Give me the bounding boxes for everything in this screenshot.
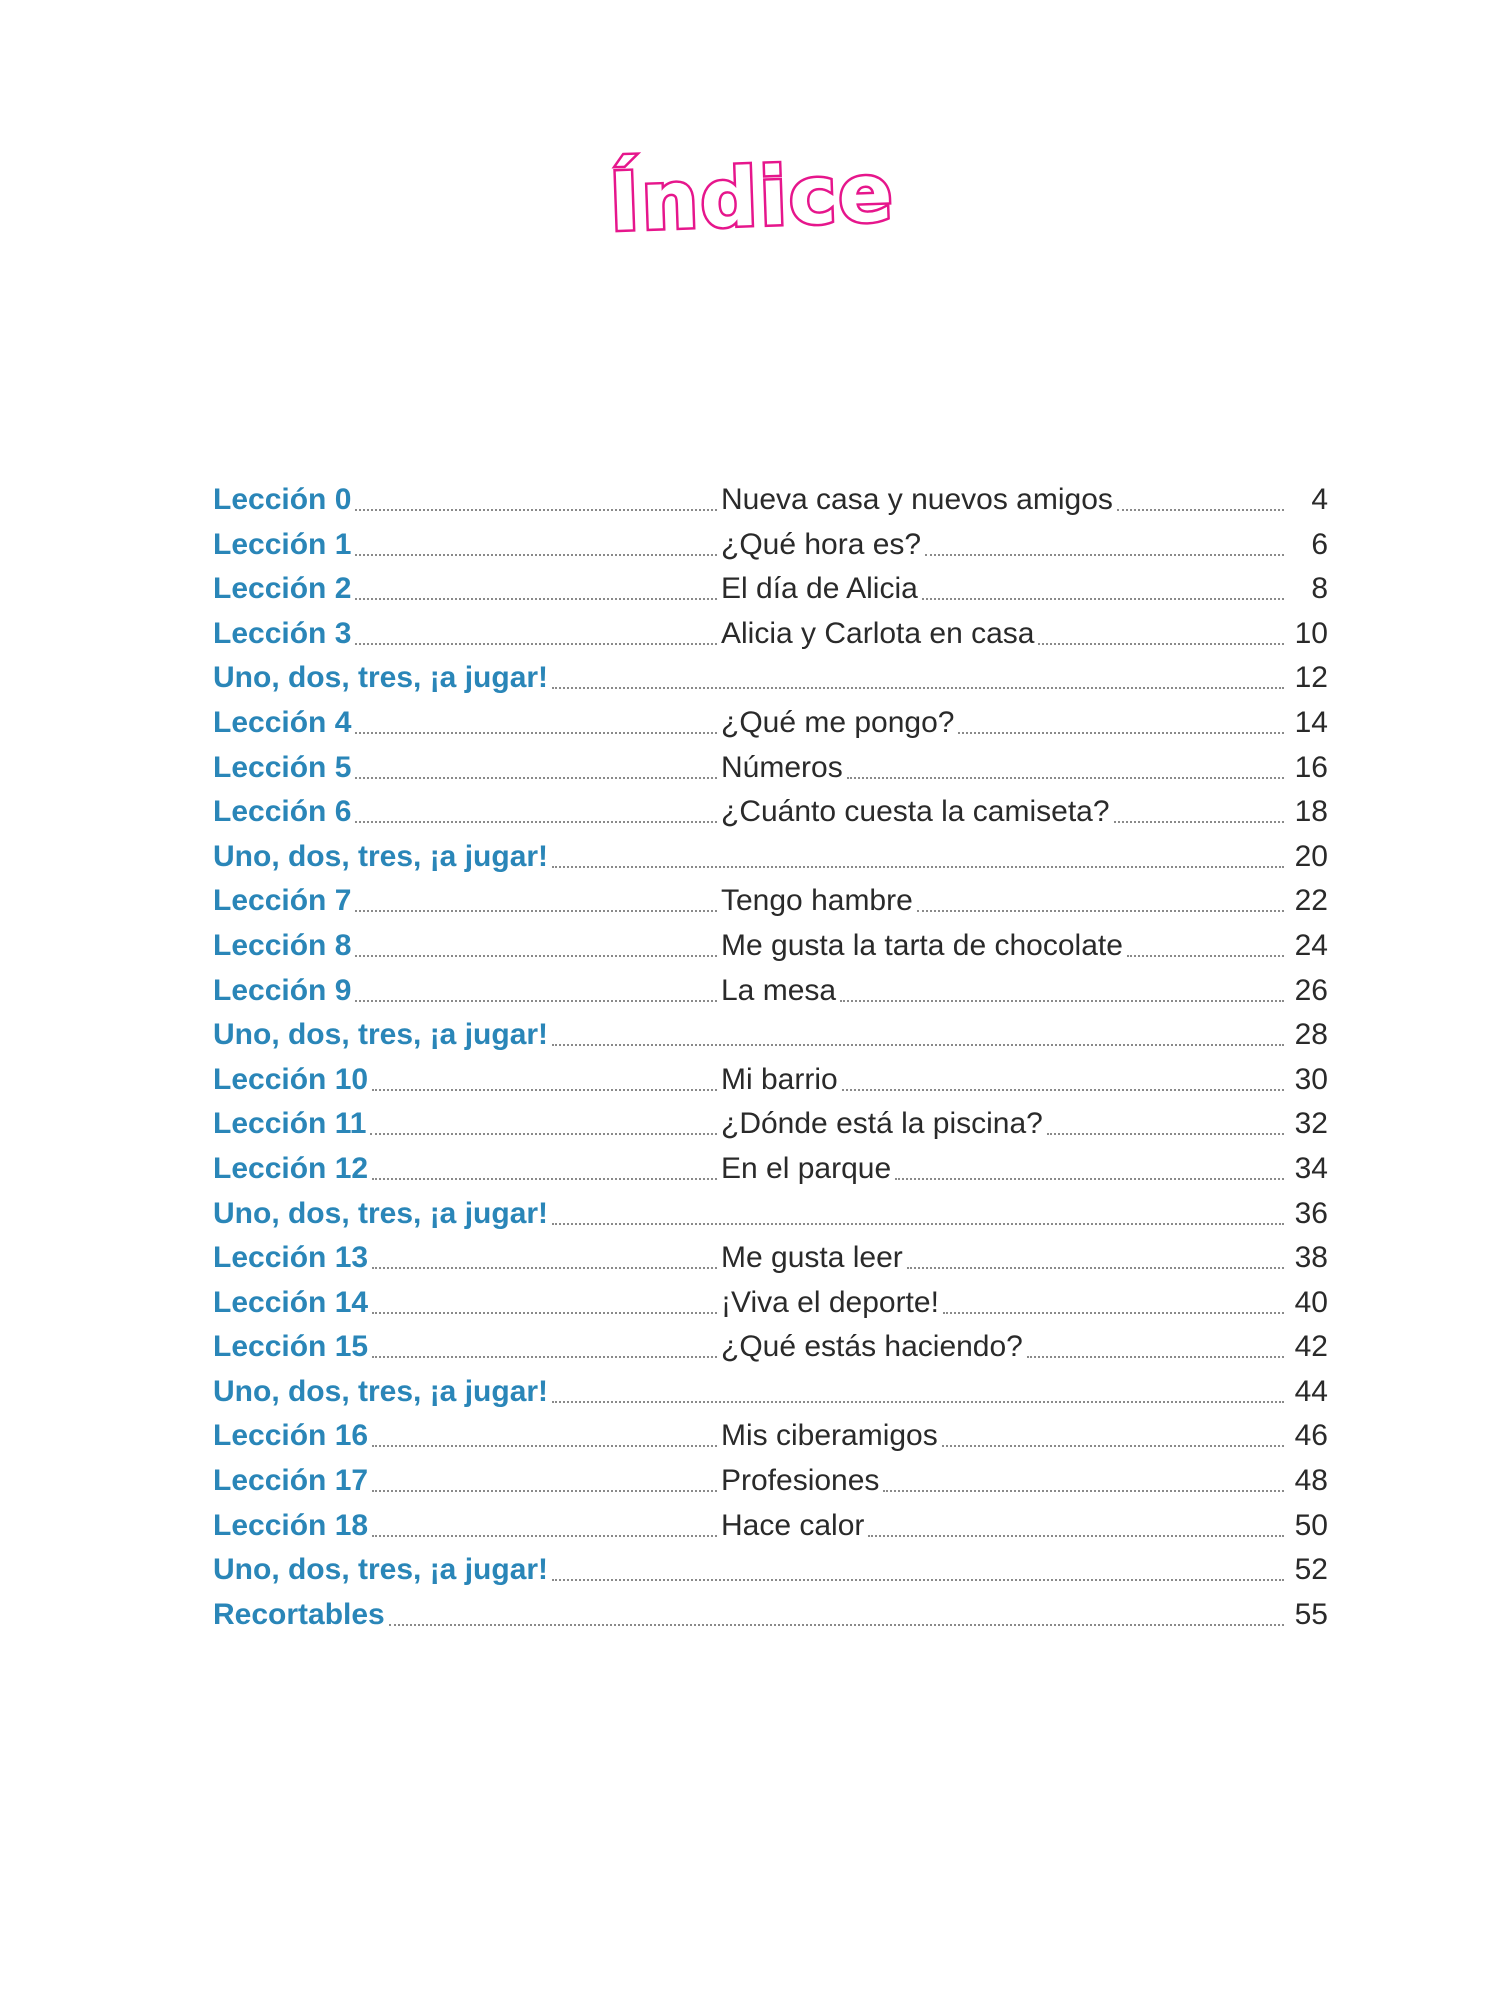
- dot-leader: [552, 1578, 1284, 1581]
- toc-page-number: 38: [1294, 1241, 1328, 1275]
- toc-lesson-label: Lección 5: [213, 750, 352, 784]
- toc-topic-column: [721, 1330, 1288, 1364]
- toc-entry: [213, 974, 1328, 1019]
- dot-leader: [372, 1534, 717, 1537]
- toc-lesson-column: [213, 528, 721, 562]
- toc-topic-label: La mesa: [721, 973, 837, 1007]
- dot-leader: [355, 597, 717, 600]
- toc-lesson-column: [213, 483, 721, 517]
- toc-topic-column: [721, 528, 1288, 562]
- toc-lesson-column: [213, 751, 721, 785]
- toc-page-number: 22: [1294, 884, 1328, 918]
- dot-leader: [1114, 820, 1284, 823]
- toc-page-number: 40: [1294, 1285, 1328, 1319]
- dot-leader: [868, 1534, 1284, 1537]
- toc-topic-label: ¿Qué estás haciendo?: [721, 1330, 1023, 1364]
- toc-page-number: 46: [1294, 1419, 1328, 1453]
- toc-entry: [213, 1419, 1328, 1464]
- toc-entry: [213, 884, 1328, 929]
- toc-page-number: 36: [1294, 1196, 1328, 1230]
- dot-leader: [355, 553, 717, 556]
- dot-leader: [1038, 642, 1284, 645]
- dot-leader: [355, 731, 717, 734]
- dot-leader: [372, 1311, 717, 1314]
- toc-entry: [213, 1286, 1328, 1331]
- toc-lesson-column: [213, 1419, 721, 1453]
- toc-lesson-column: [213, 617, 721, 651]
- toc-lesson-label: Lección 0: [213, 483, 352, 516]
- dot-leader: [389, 1623, 1284, 1626]
- dot-leader: [958, 731, 1284, 734]
- toc-topic-label: ¿Qué me pongo?: [721, 705, 955, 739]
- dot-leader: [883, 1489, 1284, 1492]
- toc-entry: [213, 929, 1328, 974]
- toc-topic-column: [721, 884, 1288, 918]
- dot-leader: [942, 1444, 1284, 1447]
- toc-entry: [213, 528, 1328, 573]
- toc-section-column: [213, 840, 1288, 874]
- toc-entry: [213, 751, 1328, 796]
- toc-entry: [213, 617, 1328, 662]
- toc-page-number: 16: [1294, 750, 1328, 784]
- toc-entry: [213, 706, 1328, 751]
- toc-topic-label: ¡Viva el deporte!: [721, 1285, 939, 1319]
- toc-topic-column: [721, 617, 1288, 651]
- dot-leader: [1117, 508, 1284, 511]
- toc-topic-column: [721, 929, 1288, 963]
- toc-topic-column: [721, 1419, 1288, 1453]
- toc-entry: [213, 1197, 1328, 1242]
- toc-section-column: [213, 1553, 1288, 1587]
- toc-lesson-column: [213, 1286, 721, 1320]
- toc-entry: [213, 483, 1328, 528]
- toc-topic-column: [721, 1241, 1288, 1275]
- toc-lesson-label: Lección 3: [213, 616, 352, 650]
- toc-topic-label: Tengo hambre: [721, 884, 913, 918]
- toc-lesson-label: Lección 2: [213, 572, 352, 606]
- toc-topic-label: Nueva casa y nuevos amigos: [721, 483, 1113, 516]
- dot-leader: [355, 999, 717, 1002]
- dot-leader: [370, 1132, 717, 1135]
- toc-lesson-label: Lección 1: [213, 527, 352, 561]
- dot-leader: [355, 820, 717, 823]
- toc-topic-label: Números: [721, 750, 843, 784]
- dot-leader: [895, 1177, 1284, 1180]
- toc-topic-column: [721, 1509, 1288, 1543]
- dot-leader: [1127, 954, 1284, 957]
- toc-section-column: [213, 1375, 1288, 1409]
- toc-lesson-column: [213, 1464, 721, 1498]
- dot-leader: [355, 776, 717, 779]
- toc-page-number: 24: [1294, 928, 1328, 962]
- dot-leader: [372, 1266, 717, 1269]
- toc-topic-label: Mi barrio: [721, 1062, 838, 1096]
- toc-page-number: 44: [1294, 1374, 1328, 1408]
- toc-lesson-column: [213, 1152, 721, 1186]
- toc-page-number: 20: [1294, 839, 1328, 873]
- table-of-contents: [213, 483, 1328, 1642]
- toc-lesson-column: [213, 1330, 721, 1364]
- toc-topic-column: [721, 1107, 1288, 1141]
- toc-topic-column: [721, 706, 1288, 740]
- toc-page-number: 30: [1294, 1062, 1328, 1096]
- toc-section-label: Uno, dos, tres, ¡a jugar!: [213, 1374, 549, 1408]
- toc-page-number: 50: [1294, 1508, 1328, 1542]
- toc-page-number: 42: [1294, 1330, 1328, 1364]
- toc-entry: [213, 1464, 1328, 1509]
- toc-entry: [213, 1152, 1328, 1197]
- toc-entry: [213, 1063, 1328, 1108]
- toc-topic-label: Me gusta la tarta de chocolate: [721, 928, 1123, 962]
- toc-topic-column: [721, 483, 1288, 517]
- toc-entry: [213, 661, 1328, 706]
- toc-page-number: 26: [1294, 973, 1328, 1007]
- toc-topic-column: [721, 974, 1288, 1008]
- toc-topic-column: [721, 751, 1288, 785]
- toc-topic-column: [721, 1063, 1288, 1097]
- toc-lesson-column: [213, 929, 721, 963]
- toc-lesson-label: Lección 17: [213, 1464, 369, 1498]
- toc-lesson-column: [213, 1107, 721, 1141]
- dot-leader: [372, 1177, 717, 1180]
- dot-leader: [355, 508, 717, 511]
- dot-leader: [1047, 1132, 1284, 1135]
- toc-lesson-label: Lección 14: [213, 1285, 369, 1319]
- toc-entry: [213, 1107, 1328, 1152]
- dot-leader: [907, 1266, 1284, 1269]
- dot-leader: [840, 999, 1284, 1002]
- toc-lesson-label: Lección 8: [213, 928, 352, 962]
- toc-lesson-label: Lección 9: [213, 973, 352, 1007]
- toc-entry: [213, 1241, 1328, 1286]
- toc-page-number: 52: [1294, 1553, 1328, 1587]
- dot-leader: [847, 776, 1284, 779]
- toc-topic-column: [721, 572, 1288, 606]
- toc-entry: [213, 795, 1328, 840]
- toc-lesson-column: [213, 572, 721, 606]
- toc-lesson-label: Lección 18: [213, 1508, 369, 1542]
- toc-lesson-column: [213, 706, 721, 740]
- dot-leader: [372, 1444, 717, 1447]
- toc-lesson-column: [213, 974, 721, 1008]
- toc-lesson-label: Lección 6: [213, 795, 352, 829]
- toc-topic-label: Profesiones: [721, 1464, 880, 1498]
- toc-lesson-column: [213, 795, 721, 829]
- toc-page-number: 10: [1294, 616, 1328, 650]
- toc-section-label: Uno, dos, tres, ¡a jugar!: [213, 1018, 549, 1052]
- toc-lesson-label: Lección 13: [213, 1241, 369, 1275]
- toc-entry: [213, 1598, 1328, 1643]
- toc-lesson-label: Lección 4: [213, 705, 352, 739]
- toc-lesson-column: [213, 1241, 721, 1275]
- toc-page-number: 4: [1311, 483, 1328, 516]
- dot-leader: [552, 1043, 1284, 1046]
- toc-lesson-label: Lección 15: [213, 1330, 369, 1364]
- toc-section-column: [213, 1197, 1288, 1231]
- toc-topic-label: Hace calor: [721, 1508, 865, 1542]
- toc-page-number: 14: [1294, 705, 1328, 739]
- toc-entry: [213, 1330, 1328, 1375]
- toc-lesson-column: [213, 884, 721, 918]
- toc-topic-column: [721, 1152, 1288, 1186]
- dot-leader: [552, 686, 1284, 689]
- toc-page-number: 12: [1294, 661, 1328, 695]
- toc-section-column: [213, 1598, 1288, 1632]
- toc-topic-column: [721, 795, 1288, 829]
- toc-topic-label: ¿Cuánto cuesta la camiseta?: [721, 795, 1110, 829]
- toc-lesson-label: Lección 16: [213, 1419, 369, 1453]
- toc-page-number: 18: [1294, 795, 1328, 829]
- dot-leader: [372, 1489, 717, 1492]
- toc-section-label: Uno, dos, tres, ¡a jugar!: [213, 1196, 549, 1230]
- dot-leader: [943, 1311, 1284, 1314]
- toc-lesson-column: [213, 1509, 721, 1543]
- toc-section-label: Uno, dos, tres, ¡a jugar!: [213, 1553, 549, 1587]
- toc-lesson-label: Lección 10: [213, 1062, 369, 1096]
- toc-section-label: Uno, dos, tres, ¡a jugar!: [213, 839, 549, 873]
- toc-page-number: 34: [1294, 1151, 1328, 1185]
- toc-section-column: [213, 661, 1288, 695]
- dot-leader: [355, 642, 717, 645]
- toc-page-number: 28: [1294, 1018, 1328, 1052]
- toc-entry: [213, 1018, 1328, 1063]
- toc-topic-label: ¿Qué hora es?: [721, 527, 922, 561]
- toc-topic-label: Mis ciberamigos: [721, 1419, 938, 1453]
- dot-leader: [552, 1400, 1284, 1403]
- toc-page-number: 8: [1311, 572, 1328, 606]
- dot-leader: [922, 597, 1284, 600]
- toc-page-number: 6: [1311, 527, 1328, 561]
- toc-lesson-label: Lección 12: [213, 1151, 369, 1185]
- toc-section-label: Uno, dos, tres, ¡a jugar!: [213, 661, 549, 695]
- dot-leader: [917, 909, 1284, 912]
- toc-lesson-label: Lección 11: [213, 1107, 367, 1141]
- toc-page-number: 48: [1294, 1464, 1328, 1498]
- dot-leader: [372, 1088, 717, 1091]
- toc-lesson-label: Lección 7: [213, 884, 352, 918]
- toc-entry: [213, 1553, 1328, 1598]
- dot-leader: [552, 865, 1284, 868]
- toc-topic-label: El día de Alicia: [721, 572, 918, 606]
- toc-topic-label: ¿Dónde está la piscina?: [721, 1107, 1043, 1141]
- toc-entry: [213, 1509, 1328, 1554]
- dot-leader: [552, 1222, 1284, 1225]
- toc-entry: [213, 572, 1328, 617]
- dot-leader: [372, 1355, 717, 1358]
- toc-topic-column: [721, 1464, 1288, 1498]
- dot-leader: [355, 909, 717, 912]
- dot-leader: [355, 954, 717, 957]
- toc-topic-label: En el parque: [721, 1151, 892, 1185]
- toc-page-number: 55: [1294, 1597, 1328, 1631]
- page-title: Índice: [607, 146, 897, 249]
- toc-topic-label: Me gusta leer: [721, 1241, 903, 1275]
- toc-topic-label: Alicia y Carlota en casa: [721, 616, 1035, 650]
- toc-section-column: [213, 1018, 1288, 1052]
- toc-entry: [213, 1375, 1328, 1420]
- toc-entry: [213, 840, 1328, 885]
- toc-section-label: Recortables: [213, 1597, 385, 1631]
- dot-leader: [842, 1088, 1284, 1091]
- toc-page-number: 32: [1294, 1107, 1328, 1141]
- dot-leader: [1027, 1355, 1284, 1358]
- dot-leader: [925, 553, 1284, 556]
- toc-lesson-column: [213, 1063, 721, 1097]
- toc-topic-column: [721, 1286, 1288, 1320]
